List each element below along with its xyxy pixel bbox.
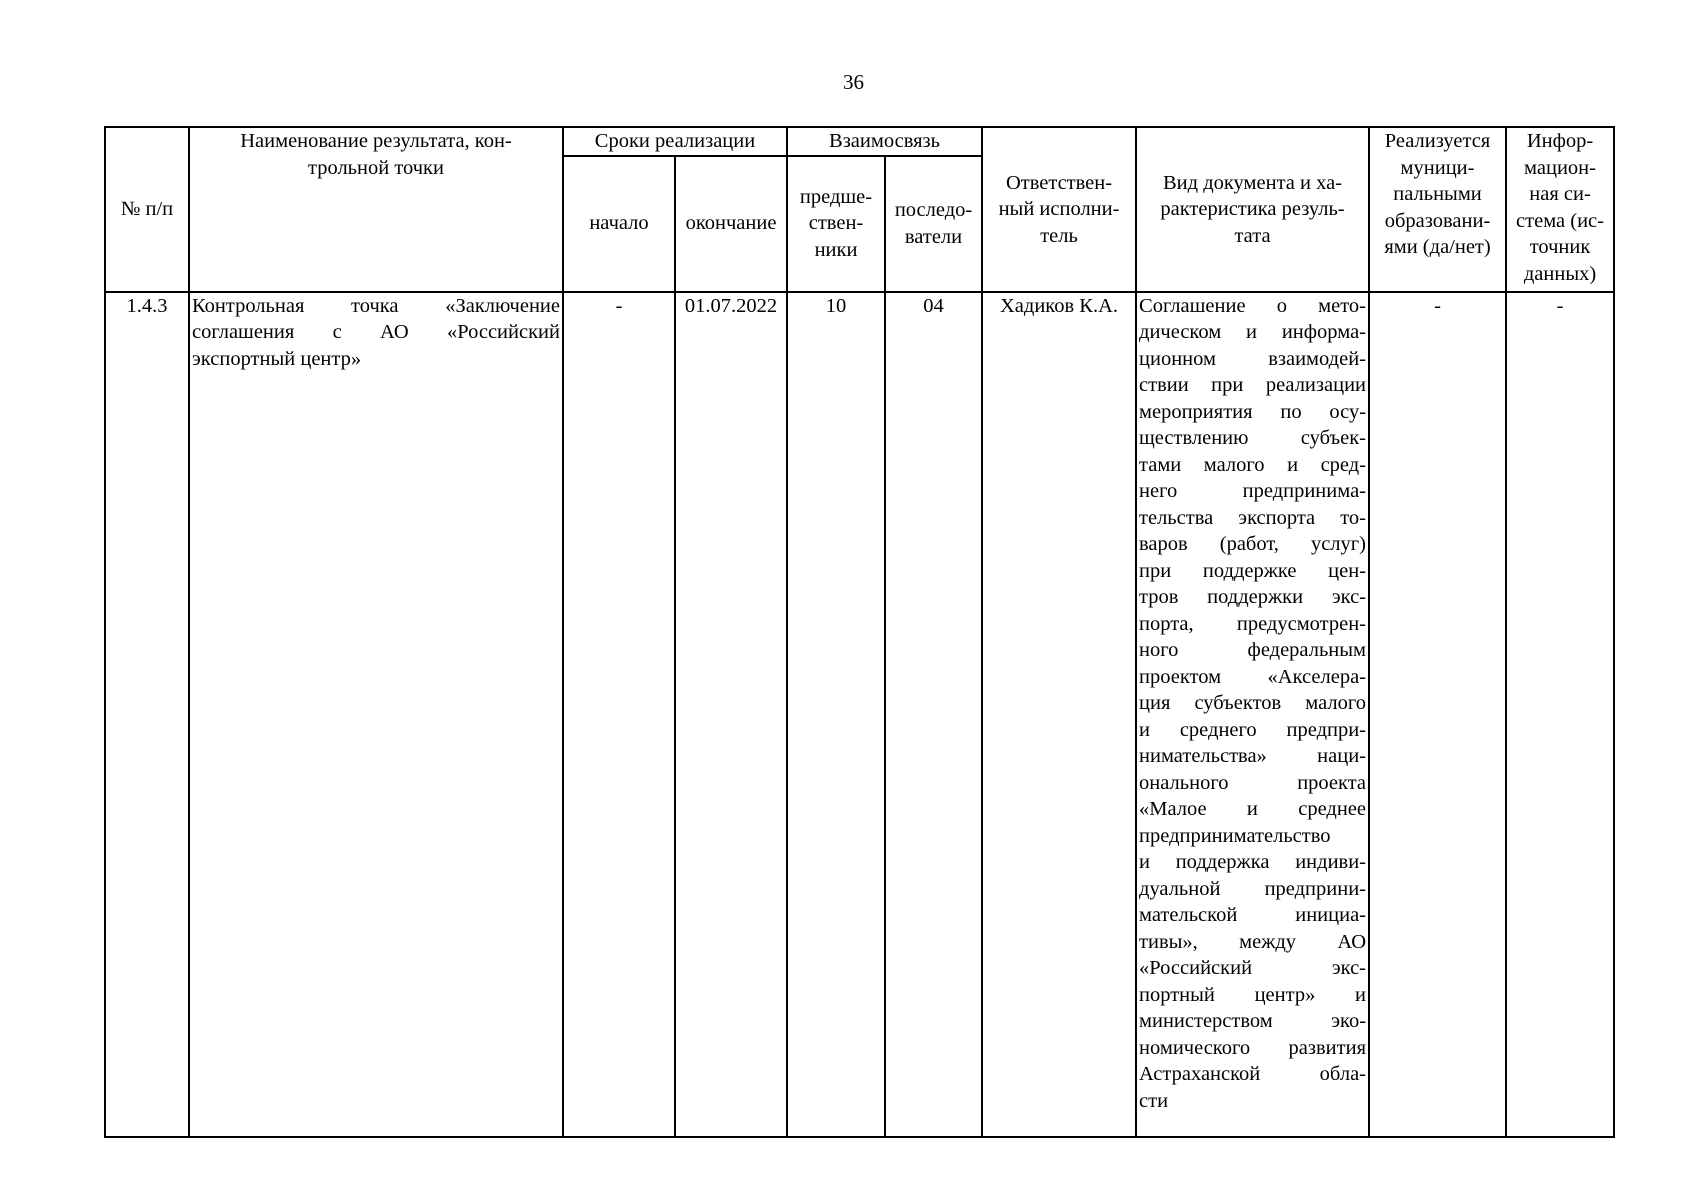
row-num: 1.4.3 [105,292,189,1138]
row-document-line: Астраханской обла- [1139,1063,1367,1085]
row-document-line: мероприятия по осу- [1139,400,1367,423]
header-line: Ответствен- [1005,171,1113,194]
row-document-line: мательской инициа- [1139,904,1367,926]
row-document-line: «Российский экс- [1139,957,1367,979]
row-document-line: ществлению субъек- [1139,427,1367,449]
row-document-line: при поддержке цен- [1139,559,1367,582]
row-document-line: номического развития [1139,1036,1367,1059]
header-municipal [1369,127,1506,292]
row-end: 01.07.2022 [675,292,787,1138]
row-name-line: экспортный центр» [192,347,362,370]
header-terms: Сроки реализации [563,127,787,156]
header-end: окончание [675,156,787,292]
header-document [1136,127,1369,292]
header-name-line: трольной точки [308,156,444,179]
header-line: тата [1234,224,1271,247]
row-document-line: министерством эко- [1139,1010,1367,1032]
row-document-line: и поддержка индиви- [1139,851,1367,873]
row-document-line: ция субъектов малого [1139,692,1367,714]
header-line: ями (да/нет) [1384,236,1491,258]
header-responsible [982,127,1136,292]
row-document-line: ционном взаимодей- [1139,347,1367,370]
row-document-line: Соглашение о мето- [1139,294,1367,317]
row-document-line: варов (работ, услуг) [1139,533,1367,555]
row-document-line: «Малое и среднее [1139,798,1367,820]
header-line: образовани- [1384,209,1491,232]
header-name-line: Наименование результата, кон- [240,130,512,152]
row-document-line: дическом и информа- [1139,321,1367,343]
row-document-line: портный центр» и [1139,983,1367,1006]
row-document-line: нимательства» наци- [1139,745,1367,767]
header-name [189,127,563,292]
row-document-line: ного федеральным [1139,639,1367,661]
header-links: Взаимосвязь [787,127,982,156]
table-row [105,292,1614,1138]
row-document-line: онального проекта [1139,771,1367,794]
row-info-system: - [1506,292,1614,1138]
header-line: предше- [799,185,873,208]
row-predecessors: 10 [787,292,885,1138]
row-document-line: ствии при реализации [1139,374,1367,396]
row-document-line: тельства экспорта то- [1139,506,1367,529]
header-start: начало [563,156,675,292]
table-header [105,127,1614,292]
row-name [189,292,563,1138]
header-line: Вид документа и ха- [1163,171,1343,194]
header-line: пальными [1393,183,1482,205]
row-document-line: тами малого и сред- [1139,453,1367,476]
row-responsible: Хадиков К.А. [982,292,1136,1138]
row-document-line: проектом «Акселера- [1139,665,1367,688]
row-document-line: и среднего предпри- [1139,718,1367,741]
row-document-line: него предпринима- [1139,480,1367,502]
row-document [1136,292,1369,1138]
results-table [104,126,1615,1138]
row-name-line: Контрольная точка «Заключение [192,294,560,317]
row-document-line: сти [1139,1089,1169,1112]
row-document-line: дуальной предприни- [1139,877,1367,900]
header-line: данных) [1523,262,1597,285]
header-line: рактеристика резуль- [1160,198,1345,220]
row-municipal: - [1369,292,1506,1138]
header-line: ствен- [808,212,864,235]
header-line: стема (ис- [1516,209,1604,232]
header-predecessors [787,156,885,292]
header-line: ная си- [1529,183,1591,205]
header-line: тель [1040,224,1078,247]
row-successors: 04 [885,292,982,1138]
row-document-line: тров поддержки экс- [1139,586,1367,608]
header-line: мацион- [1524,156,1596,179]
header-line: точник [1529,236,1591,258]
header-num: № п/п [105,127,189,292]
header-line: ный исполни- [998,198,1120,220]
header-successors [885,156,982,292]
header-line: Инфор- [1526,130,1594,152]
header-line: ники [814,238,858,261]
header-line: последо- [894,199,973,221]
row-start: - [563,292,675,1138]
row-document-line: порта, предусмотрен- [1139,612,1367,635]
header-line: Реализуется [1384,130,1491,152]
row-document-line: тивы», между АО [1139,930,1367,953]
header-line: муници- [1400,156,1475,179]
row-document-line: предпринимательство [1139,824,1331,847]
page-number: 36 [843,70,864,94]
header-info-system [1506,127,1614,292]
row-name-line: соглашения с АО «Российский [192,321,560,343]
header-line: ватели [904,225,963,248]
